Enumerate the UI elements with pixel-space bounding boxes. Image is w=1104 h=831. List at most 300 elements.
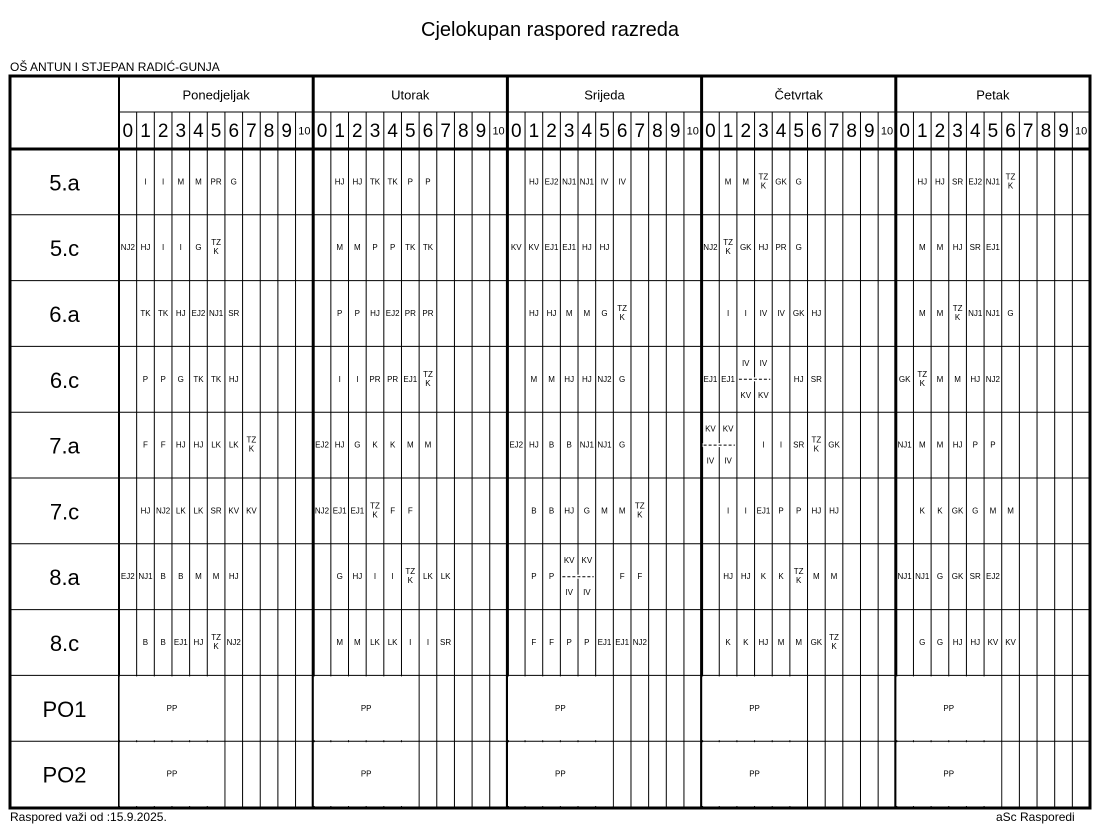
lesson-label: HJ [370, 309, 380, 318]
lesson-label: M [954, 374, 961, 384]
lesson-label: F [160, 440, 166, 450]
period-number: 4 [581, 121, 593, 142]
lesson-label: SR [969, 572, 981, 582]
lesson-label: P [142, 374, 149, 384]
lesson-label: G [336, 572, 343, 582]
lesson-label: TZ [1005, 172, 1016, 182]
lesson-label: K [389, 440, 396, 450]
lesson-label: B [178, 572, 184, 582]
lesson-label: KV [581, 556, 593, 566]
lesson-label: HJ [193, 440, 204, 450]
lesson-label: M [583, 309, 591, 318]
lesson-label: M [1007, 506, 1014, 516]
lesson-label: SR [810, 374, 822, 384]
day-header: Utorak [391, 87, 430, 103]
lesson-label: LK [228, 440, 239, 450]
lesson-label: P [372, 243, 378, 253]
period-number: 6 [811, 121, 822, 142]
lesson-label: EJ1 [756, 506, 771, 516]
lesson-label: IV [583, 588, 591, 598]
lesson-label: NJ2 [226, 638, 241, 647]
period-number: 7 [1022, 121, 1034, 142]
lesson-label: IV [777, 309, 785, 318]
lesson-label: GK [951, 506, 964, 516]
period-number: 9 [281, 121, 293, 142]
period-number: 0 [122, 121, 134, 142]
lesson-label: M [777, 638, 785, 647]
lesson-label: HJ [970, 638, 981, 647]
lesson-label: HJ [352, 177, 363, 187]
lesson-label: SR [793, 440, 805, 450]
lesson-label: F [549, 638, 554, 647]
brand-text: aSc Rasporedi [996, 810, 1075, 824]
lesson-label: EJ2 [385, 309, 400, 318]
lesson-label: I [726, 309, 730, 318]
lesson-label: M [548, 374, 555, 384]
lesson-label: TZ [617, 304, 628, 313]
lesson-label: NJ1 [579, 177, 594, 187]
lesson-label: K [372, 440, 378, 450]
lesson-label: TZ [405, 567, 416, 577]
lesson-label: M [424, 440, 432, 450]
lesson-label: NJ1 [897, 440, 912, 450]
lesson-label: NJ2 [632, 638, 647, 647]
lesson-label: K [213, 642, 219, 651]
lesson-label: HJ [193, 638, 204, 647]
lesson-label: EJ1 [350, 506, 365, 516]
period-number: 9 [475, 121, 487, 142]
period-number: 6 [1005, 121, 1016, 142]
lesson-label: KV [987, 638, 999, 647]
lesson-label: EJ2 [968, 177, 983, 187]
period-number: 9 [669, 121, 681, 142]
lesson-label: TK [140, 309, 151, 318]
lesson-label: G [919, 638, 926, 647]
lesson-label: HJ [793, 374, 804, 384]
lesson-label: KV [528, 243, 540, 253]
period-number: 8 [652, 121, 663, 142]
period-number: 3 [175, 121, 187, 142]
lesson-label: K [919, 378, 925, 388]
lesson-label: NJ1 [579, 440, 594, 450]
lesson-label: I [373, 572, 377, 582]
lesson-label: SR [228, 309, 240, 318]
lesson-label: NJ1 [915, 572, 930, 582]
class-name: 7.c [49, 499, 80, 525]
lesson-label: TZ [758, 172, 769, 182]
lesson-label: G [936, 572, 944, 582]
lesson-label: M [177, 177, 185, 187]
lesson-label: M [936, 440, 944, 450]
period-number: 7 [246, 121, 257, 142]
class-name: 5.a [49, 170, 80, 196]
lesson-label: F [531, 638, 537, 647]
lesson-label: F [619, 572, 625, 582]
lesson-label: I [409, 638, 412, 647]
lesson-label: HJ [528, 177, 539, 187]
lesson-label: M [918, 243, 926, 253]
lesson-label: I [744, 506, 747, 516]
lesson-label: P [566, 638, 572, 647]
class-name: PO2 [42, 762, 87, 788]
lesson-label: M [195, 177, 202, 187]
lesson-label: NJ1 [897, 572, 912, 582]
lesson-label: TK [387, 177, 398, 187]
lesson-label: TK [405, 243, 416, 253]
lesson-label: NJ1 [138, 572, 153, 582]
lesson-label: PP [166, 703, 178, 713]
lesson-label: HJ [723, 572, 733, 582]
lesson-label: IV [741, 358, 750, 368]
period-number: 2 [740, 121, 752, 142]
lesson-label: K [725, 247, 731, 257]
lesson-label: EJ2 [120, 572, 135, 582]
lesson-label: HJ [228, 572, 239, 582]
period-number: 2 [934, 121, 946, 142]
lesson-label: GK [792, 309, 805, 318]
lesson-label: G [195, 243, 202, 253]
lesson-label: G [936, 638, 944, 647]
period-number: 10 [1075, 125, 1088, 138]
lesson-label: EJ1 [703, 374, 718, 384]
lesson-label: M [918, 309, 926, 318]
lesson-label: TK [158, 309, 169, 318]
lesson-label: HJ [334, 440, 345, 450]
lesson-label: K [619, 313, 625, 322]
lesson-label: G [583, 506, 590, 516]
lesson-label: HJ [140, 243, 151, 253]
lesson-label: KV [563, 556, 575, 566]
lesson-label: I [426, 638, 430, 647]
lesson-label: GK [898, 374, 911, 384]
period-number: 2 [157, 121, 169, 142]
day-header: Ponedjeljak [182, 87, 250, 103]
lesson-label: HJ [829, 506, 839, 516]
lesson-label: K [831, 642, 837, 651]
day-header: Četvrtak [774, 87, 823, 103]
lesson-label: I [762, 440, 765, 450]
lesson-label: P [796, 506, 802, 516]
class-name: 6.a [49, 302, 80, 327]
lesson-label: K [813, 444, 820, 454]
lesson-label: NJ1 [968, 309, 983, 318]
lesson-label: M [565, 309, 573, 318]
lesson-label: NJ2 [156, 506, 171, 516]
lesson-label: K [1007, 181, 1014, 191]
lesson-label: GK [739, 243, 752, 253]
lesson-label: EJ1 [173, 638, 188, 647]
period-number: 5 [405, 121, 416, 142]
lesson-label: M [813, 572, 820, 582]
lesson-label: HJ [528, 440, 539, 450]
lesson-label: HJ [917, 177, 928, 187]
lesson-label: NJ2 [597, 374, 612, 384]
period-number: 2 [352, 121, 363, 142]
lesson-label: P [990, 440, 996, 450]
period-number: 5 [599, 121, 610, 142]
lesson-label: LK [370, 638, 380, 647]
lesson-label: B [160, 638, 166, 647]
lesson-label: KV [705, 424, 716, 434]
page-title: Cjelokupan raspored razreda [421, 19, 679, 41]
lesson-label: HJ [140, 506, 151, 516]
lesson-label: IV [565, 588, 573, 598]
lesson-label: I [744, 309, 747, 318]
lesson-label: PR [210, 177, 222, 187]
lesson-label: G [795, 243, 802, 253]
period-number: 8 [1040, 121, 1052, 142]
lesson-label: HJ [228, 374, 239, 384]
lesson-label: K [425, 378, 431, 388]
lesson-label: PP [166, 769, 178, 779]
lesson-label: K [954, 313, 961, 322]
period-number: 5 [987, 121, 999, 142]
lesson-label: NJ2 [120, 243, 135, 253]
period-number: 0 [316, 121, 328, 142]
lesson-label: M [530, 374, 538, 384]
period-number: 1 [334, 121, 345, 142]
period-number: 3 [758, 121, 769, 142]
lesson-label: G [1007, 309, 1014, 318]
lesson-label: EJ1 [544, 243, 559, 253]
lesson-label: M [724, 177, 732, 187]
lesson-label: EJ1 [721, 374, 735, 384]
lesson-label: M [918, 440, 926, 450]
lesson-label: M [336, 243, 344, 253]
period-number: 1 [722, 121, 734, 142]
lesson-label: PP [943, 703, 955, 713]
period-number: 4 [775, 121, 787, 142]
lesson-label: HJ [970, 374, 981, 384]
period-number: 7 [828, 121, 840, 142]
lesson-label: IV [600, 177, 609, 187]
period-number: 1 [916, 121, 928, 142]
lesson-label: HJ [952, 243, 963, 253]
lesson-label: I [356, 374, 359, 384]
lesson-label: KV [758, 390, 769, 400]
lesson-label: PP [360, 769, 372, 779]
lesson-label: EJ2 [315, 440, 329, 450]
lesson-label: M [936, 309, 944, 318]
lesson-label: HJ [528, 309, 539, 318]
lesson-label: P [389, 243, 396, 253]
lesson-label: G [601, 309, 608, 318]
period-number: 10 [492, 125, 505, 138]
lesson-label: GK [775, 177, 787, 187]
period-number: 0 [899, 121, 910, 142]
lesson-label: I [179, 243, 182, 253]
lesson-label: HJ [546, 309, 557, 318]
period-number: 1 [528, 121, 540, 142]
school-name: OŠ ANTUN I STJEPAN RADIĆ-GUNJA [10, 60, 220, 74]
lesson-label: PP [555, 703, 566, 713]
lesson-label: TZ [811, 435, 822, 445]
lesson-label: HJ [564, 506, 575, 516]
lesson-label: HJ [952, 440, 963, 450]
lesson-label: NJ1 [208, 309, 224, 318]
lesson-label: M [618, 506, 626, 516]
lesson-label: IV [706, 456, 715, 466]
period-number: 8 [263, 121, 275, 142]
lesson-label: KV [740, 390, 752, 400]
lesson-label: SR [969, 243, 981, 253]
lesson-label: B [142, 638, 149, 647]
lesson-label: GK [828, 440, 840, 450]
lesson-label: TK [369, 177, 381, 187]
period-number: 0 [510, 121, 522, 142]
lesson-label: HJ [175, 309, 186, 318]
lesson-label: HJ [758, 243, 769, 253]
lesson-label: NJ2 [703, 243, 718, 253]
lesson-label: M [795, 638, 803, 647]
lesson-label: KV [228, 506, 240, 516]
lesson-label: P [584, 638, 590, 647]
lesson-label: I [162, 243, 165, 253]
lesson-label: EJ1 [403, 374, 418, 384]
lesson-label: I [726, 506, 730, 516]
lesson-label: M [406, 440, 414, 450]
lesson-label: PR [369, 374, 381, 384]
lesson-label: HJ [599, 243, 610, 253]
lesson-label: M [336, 638, 344, 647]
lesson-label: F [390, 506, 396, 516]
lesson-label: PP [360, 703, 372, 713]
lesson-label: HJ [811, 506, 822, 516]
lesson-label: LK [175, 506, 186, 516]
lesson-label: G [619, 374, 626, 384]
lesson-label: TK [422, 243, 434, 253]
lesson-label: K [407, 576, 413, 586]
lesson-label: K [937, 506, 943, 516]
lesson-label: PP [749, 769, 760, 779]
lesson-label: P [337, 309, 343, 318]
lesson-label: P [531, 572, 537, 582]
lesson-label: PR [387, 374, 399, 384]
lesson-label: HJ [581, 243, 592, 253]
lesson-label: HJ [564, 374, 575, 384]
lesson-label: F [143, 440, 148, 450]
lesson-label: EJ1 [332, 506, 347, 516]
lesson-label: TZ [423, 369, 433, 379]
lesson-label: TZ [211, 238, 221, 248]
lesson-label: EJ2 [986, 572, 1000, 582]
lesson-label: M [742, 177, 750, 187]
lesson-label: I [779, 440, 783, 450]
lesson-label: G [972, 506, 979, 516]
period-number: 5 [793, 121, 804, 142]
lesson-label: B [548, 506, 555, 516]
lesson-label: B [531, 506, 537, 516]
lesson-label: K [248, 444, 255, 454]
lesson-label: TZ [246, 435, 257, 445]
lesson-label: F [637, 572, 643, 582]
class-name: PO1 [42, 696, 87, 722]
lesson-label: P [972, 440, 978, 450]
lesson-label: HJ [334, 177, 345, 187]
period-number: 6 [616, 121, 628, 142]
lesson-label: KV [1005, 638, 1016, 647]
lesson-label: K [778, 572, 784, 582]
lesson-label: HJ [935, 177, 945, 187]
lesson-label: EJ2 [191, 309, 206, 318]
period-number: 4 [387, 121, 398, 142]
lesson-label: PP [943, 769, 955, 779]
lesson-label: SR [440, 638, 452, 647]
lesson-label: M [989, 506, 997, 516]
lesson-label: GK [810, 638, 823, 647]
lesson-label: K [760, 181, 767, 191]
period-number: 10 [880, 125, 894, 138]
lesson-label: HJ [758, 638, 769, 647]
class-name: 8.c [49, 631, 80, 656]
lesson-label: HJ [740, 572, 751, 582]
lesson-label: LK [193, 506, 204, 516]
lesson-label: NJ2 [314, 506, 330, 516]
lesson-label: B [548, 440, 555, 450]
lesson-label: SR [210, 506, 222, 516]
lesson-label: LK [211, 440, 221, 450]
lesson-label: TZ [211, 633, 221, 642]
lesson-label: LK [387, 638, 398, 647]
period-number: 1 [140, 121, 151, 142]
period-number: 10 [298, 125, 311, 138]
period-number: 3 [563, 121, 575, 142]
lesson-label: IV [759, 309, 768, 318]
lesson-label: K [743, 638, 749, 647]
lesson-label: TZ [634, 501, 645, 511]
lesson-label: EJ1 [597, 638, 612, 647]
period-number: 4 [969, 121, 981, 142]
lesson-label: SR [952, 177, 964, 187]
period-number: 2 [546, 121, 557, 142]
period-number: 10 [686, 125, 699, 138]
lesson-label: TZ [370, 501, 380, 511]
lesson-label: IV [618, 177, 626, 187]
lesson-label: HJ [175, 440, 186, 450]
lesson-label: PP [749, 703, 760, 713]
period-number: 4 [193, 121, 204, 142]
class-name: 5.c [49, 236, 80, 262]
lesson-label: M [830, 572, 838, 582]
lesson-label: P [407, 177, 413, 187]
lesson-label: HJ [811, 309, 822, 318]
lesson-label: TZ [952, 304, 963, 313]
lesson-label: TK [193, 374, 204, 384]
lesson-label: I [391, 572, 394, 582]
lesson-label: M [354, 638, 361, 647]
lesson-label: M [354, 243, 361, 253]
period-number: 8 [457, 121, 469, 142]
lesson-label: IV [724, 456, 732, 466]
valid-from-text: Raspored važi od :15.9.2025. [10, 810, 167, 824]
lesson-label: I [144, 177, 147, 187]
lesson-label: M [195, 572, 202, 582]
lesson-label: PR [775, 243, 787, 253]
lesson-label: M [936, 243, 944, 253]
period-number: 9 [864, 121, 875, 142]
lesson-label: EJ1 [562, 243, 577, 253]
class-name: 6.c [49, 367, 80, 393]
lesson-label: NJ1 [985, 177, 1001, 187]
lesson-label: KV [722, 424, 734, 434]
lesson-label: NJ1 [597, 440, 612, 450]
lesson-label: K [919, 506, 925, 516]
period-number: 3 [952, 121, 963, 142]
period-number: 9 [1058, 121, 1069, 142]
lesson-label: P [778, 506, 784, 516]
lesson-label: IV [759, 358, 768, 368]
lesson-label: M [601, 506, 608, 516]
